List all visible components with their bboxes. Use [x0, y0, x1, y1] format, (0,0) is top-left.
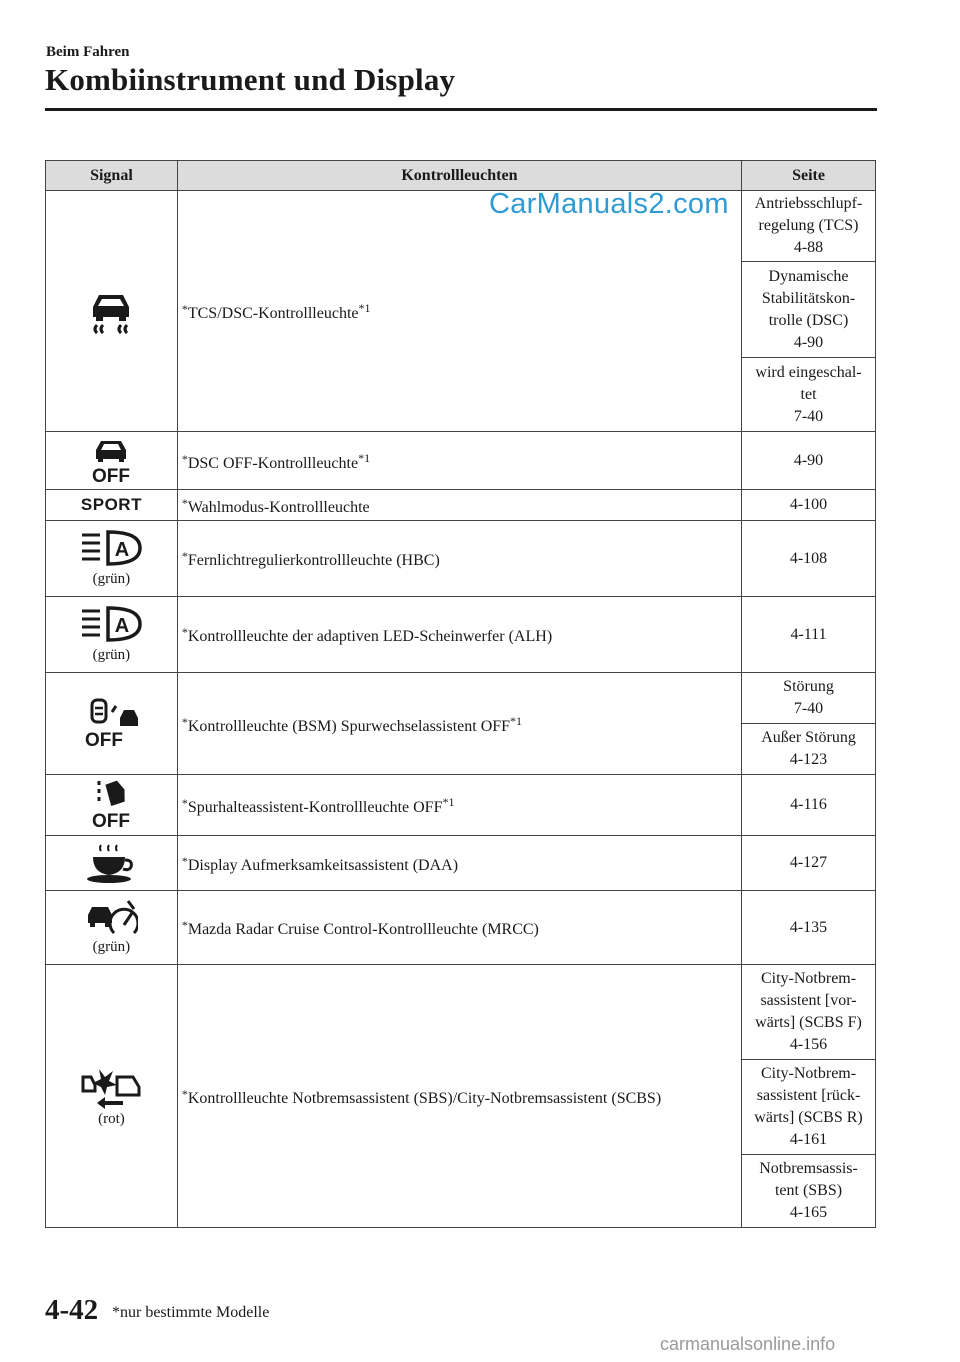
lane-keep-off-icon [87, 779, 135, 831]
svg-text:OFF: OFF [92, 465, 131, 485]
tcs-dsc-icon [83, 287, 139, 335]
page-reference: City-Notbrem- sassistent [rück- wärts] (SCBS R) 4-161 [742, 1060, 876, 1155]
page-reference: wird eingeschal- tet 7-40 [742, 358, 876, 432]
page-reference: Antriebsschlupf- regelung (TCS) 4-88 [742, 191, 876, 262]
table-row [46, 191, 876, 262]
high-beam-control-icon [78, 529, 144, 569]
lamp-description: *Kontrollleuchte der adaptiven LED-Scheinwerfer (ALH) [177, 597, 741, 673]
sport-mode-icon: SPORT [80, 495, 142, 514]
table-row [46, 597, 876, 673]
color-note: (rot) [98, 1110, 125, 1127]
bsm-off-icon [80, 698, 142, 750]
site-watermark: carmanualsonline.info [660, 1334, 836, 1354]
lamp-description: *Fernlichtregulierkontrollleuchte (HBC) [177, 521, 741, 597]
svg-text:A: A [115, 615, 130, 637]
page-reference: 4-90 [742, 432, 876, 490]
table-row [46, 432, 876, 490]
table-row [46, 965, 876, 1060]
page-reference: 4-111 [742, 597, 876, 673]
page-reference: 4-127 [742, 836, 876, 891]
radar-cruise-icon [84, 899, 138, 937]
table-row [46, 490, 876, 521]
signal-cell [46, 191, 178, 432]
signal-cell [46, 597, 178, 673]
signal-cell [46, 490, 178, 521]
page-reference: Störung 7-40 [742, 673, 876, 724]
dsc-off-icon [83, 437, 139, 485]
table-row [46, 891, 876, 965]
lamp-description: *Kontrollleuchte Notbremsassistent (SBS)/City-Notbremsassistent (SCBS) [177, 965, 741, 1228]
signal-cell [46, 965, 178, 1228]
chapter-title: Kombiinstrument und Display [45, 62, 456, 97]
signal-cell [46, 521, 178, 597]
lamp-description: *Spurhalteassistent-Kontrollleuchte OFF$^{*1}$ [177, 775, 741, 836]
signal-cell [46, 432, 178, 490]
lamp-description: *Display Aufmerksamkeitsassistent (DAA) [177, 836, 741, 891]
table-row [46, 521, 876, 597]
warning-lamp-table [45, 160, 876, 1228]
column-header-lamp: Kontrollleuchten [177, 161, 741, 191]
svg-text:OFF: OFF [85, 729, 124, 750]
page-reference: City-Notbrem- sassistent [vor- wärts] (SCBS F) 4-156 [742, 965, 876, 1060]
color-note: (grün) [92, 571, 131, 587]
color-note: (grün) [92, 939, 131, 955]
page-reference: 4-100 [742, 490, 876, 521]
table-row [46, 673, 876, 724]
page-reference: Dynamische Stabilitätskon- trolle (DSC) 4-90 [742, 262, 876, 358]
coffee-cup-icon [85, 841, 137, 885]
brake-assist-icon [79, 1065, 143, 1109]
adaptive-led-headlight-icon [78, 605, 144, 645]
title-rule [45, 108, 877, 111]
page-reference: 4-108 [742, 521, 876, 597]
table-row [46, 775, 876, 836]
signal-cell [46, 673, 178, 775]
color-note: (grün) [92, 647, 131, 663]
table-row [46, 836, 876, 891]
page-number: 4-42 [45, 1294, 99, 1326]
section-label: Beim Fahren [46, 44, 130, 60]
page-reference: 4-135 [742, 891, 876, 965]
watermark-text: CarManuals2.com [489, 188, 729, 220]
signal-cell [46, 775, 178, 836]
lamp-description: *Mazda Radar Cruise Control-Kontrollleuchte (MRCC) [177, 891, 741, 965]
page-reference: Außer Störung 4-123 [742, 724, 876, 775]
page-reference: 4-116 [742, 775, 876, 836]
signal-cell [46, 836, 178, 891]
lamp-description: *Kontrollleuchte (BSM) Spurwechselassistent OFF$^{*1}$ [177, 673, 741, 775]
lamp-description: *Wahlmodus-Kontrollleuchte [177, 490, 741, 521]
footer-note: *nur bestimmte Modelle [112, 1304, 270, 1321]
table-header-row [46, 161, 876, 191]
svg-text:A: A [115, 539, 130, 561]
svg-text:OFF: OFF [92, 811, 131, 831]
signal-cell [46, 891, 178, 965]
column-header-signal: Signal [46, 161, 178, 191]
lamp-description: *DSC OFF-Kontrollleuchte$^{*1}$ [177, 432, 741, 490]
lamp-description: *TCS/DSC-Kontrollleuchte$^{*1}$ [177, 191, 741, 432]
page-reference: Notbremsassis- tent (SBS) 4-165 [742, 1155, 876, 1228]
column-header-page: Seite [742, 161, 876, 191]
